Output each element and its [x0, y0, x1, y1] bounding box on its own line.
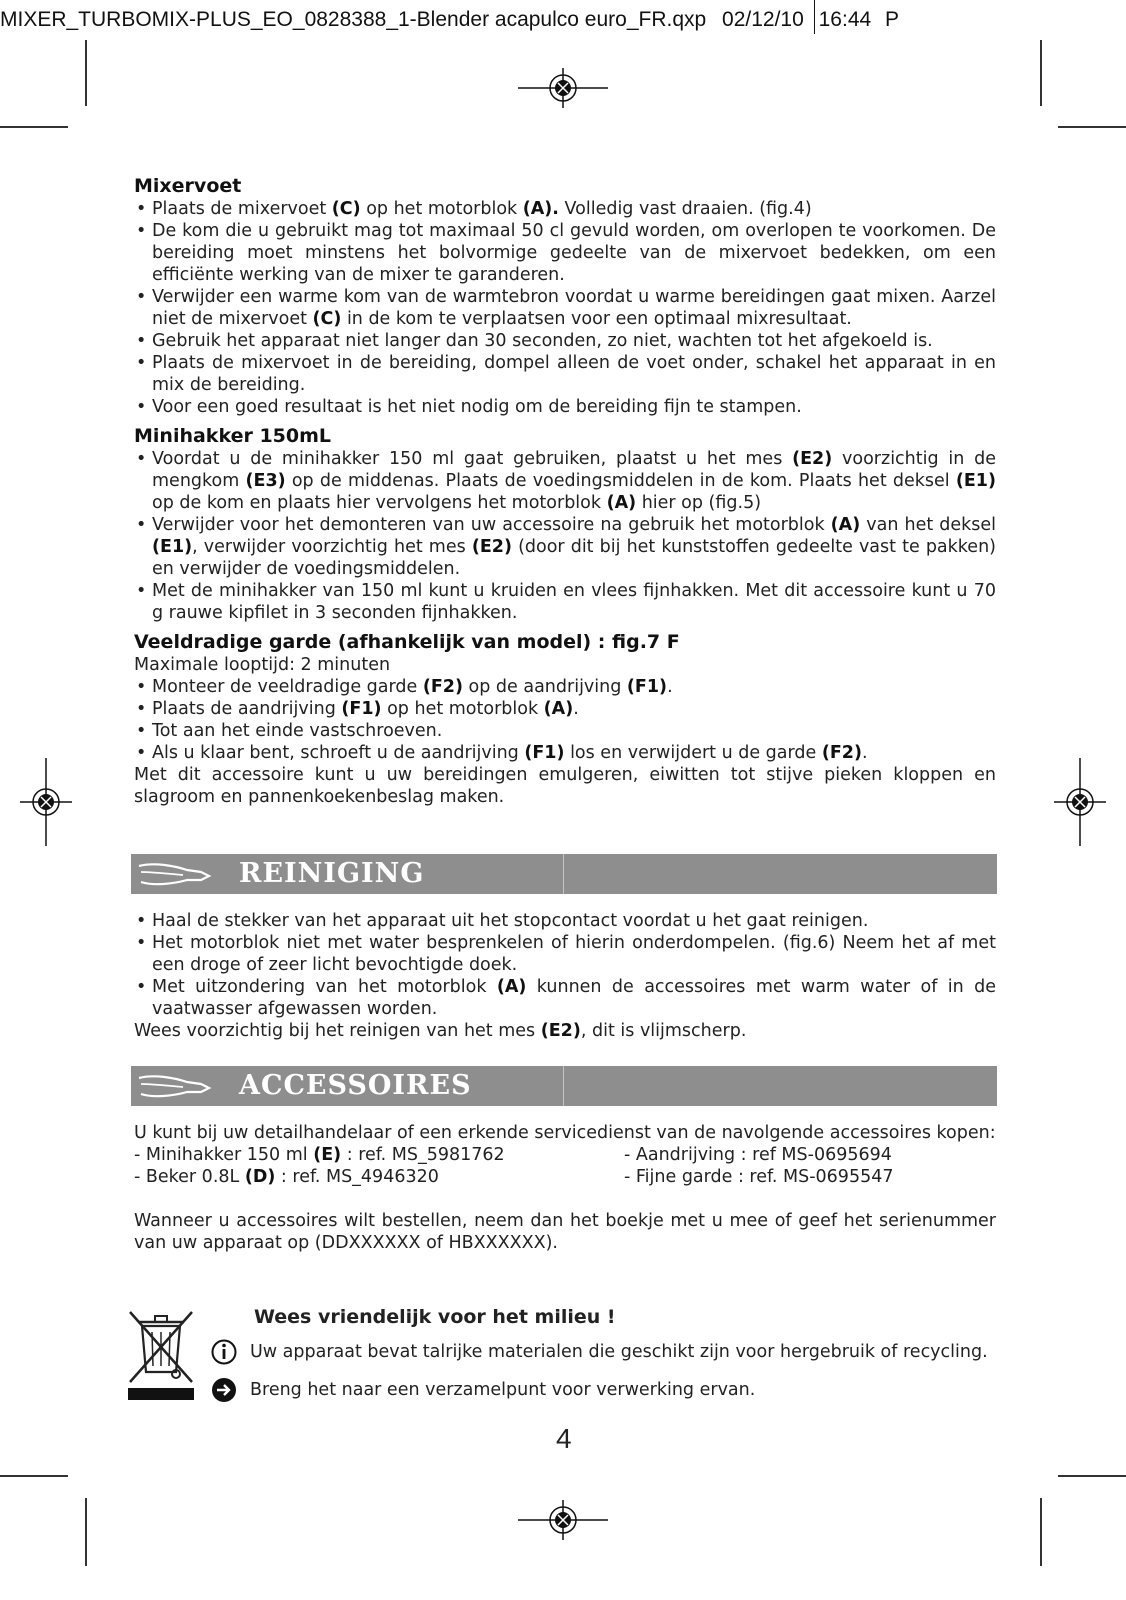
- info-icon: [210, 1338, 238, 1366]
- minihakker-list: [134, 448, 996, 624]
- section-title-reiniging: REINIGING: [239, 858, 425, 889]
- list-item: • Voor een goed resultaat is het niet nodig om de bereiding fijn te stampen.: [134, 396, 996, 418]
- garde-list: [134, 676, 996, 764]
- slug-date: 02/12/10: [722, 8, 804, 31]
- page-number: 4: [556, 1423, 572, 1454]
- accessoires-content: [134, 1122, 996, 1254]
- crop-mark-top-right-v: [1040, 40, 1042, 106]
- registration-mark-top-icon: [518, 66, 608, 110]
- milieu-block: [210, 1306, 1000, 1404]
- milieu-line-1: Uw apparaat bevat talrijke materialen die geschikt zijn voor hergebruik of recycling.: [250, 1342, 988, 1362]
- accessoires-column-left: [134, 1144, 624, 1188]
- list-item: • Monteer de veeldradige garde (F2) op de aandrijving (F1).: [134, 676, 996, 698]
- band-divider: [563, 1066, 564, 1106]
- slug-time: 16:44: [818, 8, 872, 31]
- crop-mark-bottom-right-h: [1058, 1475, 1126, 1477]
- mixervoet-list: [134, 198, 996, 418]
- list-item: • Tot aan het einde vastschroeven.: [134, 720, 996, 742]
- list-item: • Als u klaar bent, schroeft u de aandrijving (F1) los en verwijdert u de garde (F2).: [134, 742, 996, 764]
- garde-looptijd: Maximale looptijd: 2 minuten: [134, 655, 391, 675]
- crop-mark-top-left-h: [0, 126, 68, 128]
- slug-page-marker: P: [885, 8, 900, 31]
- band-divider: [563, 854, 564, 894]
- reiniging-list: [134, 910, 996, 1020]
- reiniging-warning: Wees voorzichtig bij het reinigen van het mes (E2), dit is vlijmscherp.: [134, 1021, 747, 1041]
- accessory-item: - Minihakker 150 ml (E) : ref. MS_5981762: [134, 1145, 505, 1165]
- list-item: • Voordat u de minihakker 150 ml gaat gebruiken, plaatst u het mes (E2) voorzichtig in de mengkom (E3) op de middenas. Plaats de voedingsmiddelen in de kom. Plaats het deksel (E1) op de kom en plaats hier vervolgens het motorblok (A) hier op (fig.5): [134, 448, 996, 514]
- accessoires-intro: U kunt bij uw detailhandelaar of een erkende servicedienst van de navolgende accessoires kopen:: [134, 1123, 996, 1143]
- milieu-line-2: Breng het naar een verzamelpunt voor verwerking ervan.: [250, 1380, 756, 1400]
- garde-heading: Veeldradige garde (afhankelijk van model) : fig.7 F: [134, 631, 680, 653]
- reiniging-content: [134, 910, 996, 1042]
- accessory-item: - Aandrijving : ref MS-0695694: [624, 1145, 892, 1165]
- accessoires-grid: [134, 1144, 996, 1188]
- list-item: • Verwijder voor het demonteren van uw accessoire na gebruik het motorblok (A) van het deksel (E1), verwijder voorzichtig het mes (E2) (door dit bij het kunststoffen gedeelte vast te pakken) en verwijder de voedingsmiddelen.: [134, 514, 996, 580]
- weee-crossed-bin-icon: [128, 1308, 194, 1400]
- arrow-circle-icon: [210, 1376, 238, 1404]
- list-item: • Verwijder een warme kom van de warmtebron voordat u warme bereidingen gaat mixen. Aarzel niet de mixervoet (C) in de kom te verplaatsen voor een optimaal mixresultaat.: [134, 286, 996, 330]
- list-item: • Gebruik het apparaat niet langer dan 30 seconden, zo niet, wachten tot het afgekoeld is.: [134, 330, 996, 352]
- crop-mark-bottom-right-v: [1040, 1498, 1042, 1566]
- section-title-accessoires: ACCESSOIRES: [239, 1070, 472, 1101]
- accessoires-order-info: Wanneer u accessoires wilt bestellen, neem dan het boekje met u mee of geef het serienummer van uw apparaat op (DDXXXXXX of HBXXXXXX).: [134, 1211, 996, 1253]
- slug-filename: MIXER_TURBOMIX-PLUS_EO_0828388_1-Blender acapulco euro_FR.qxp: [0, 8, 707, 31]
- milieu-line-info: [210, 1338, 1000, 1366]
- garde-paragraph: Met dit accessoire kunt u uw bereidingen emulgeren, eiwitten tot stijve pieken kloppen en slagroom en pannenkoekenbeslag maken.: [134, 765, 996, 807]
- print-slug: [0, 0, 1126, 34]
- crop-mark-top-left-v: [85, 40, 87, 106]
- crop-mark-bottom-left-v: [85, 1498, 87, 1566]
- list-item: • Plaats de mixervoet (C) op het motorblok (A). Volledig vast draaien. (fig.4): [134, 198, 996, 220]
- list-item: • Plaats de mixervoet in de bereiding, dompel alleen de voet onder, schakel het apparaat in en mix de bereiding.: [134, 352, 996, 396]
- list-item: • Met uitzondering van het motorblok (A) kunnen de accessoires met warm water of in de vaatwasser afgewassen worden.: [134, 976, 996, 1020]
- slug-separator: [814, 0, 815, 34]
- list-item: • Haal de stekker van het apparaat uit het stopcontact voordat u het gaat reinigen.: [134, 910, 996, 932]
- accessory-item: - Fijne garde : ref. MS-0695547: [624, 1167, 894, 1187]
- section-banner-reiniging: [131, 854, 997, 894]
- main-content: [134, 174, 996, 808]
- section-banner-accessoires: [131, 1066, 997, 1106]
- hand-arrow-icon: [135, 1070, 215, 1102]
- list-item: • Het motorblok niet met water besprenkelen of hierin onderdompelen. (fig.6) Neem het af met een droge of zeer licht bevochtigde doek.: [134, 932, 996, 976]
- hand-arrow-icon: [135, 858, 215, 890]
- milieu-line-arrow: [210, 1376, 1000, 1404]
- list-item: • Plaats de aandrijving (F1) op het motorblok (A).: [134, 698, 996, 720]
- registration-mark-left-icon: [20, 758, 72, 846]
- accessoires-column-right: [624, 1144, 893, 1188]
- registration-mark-right-icon: [1054, 758, 1106, 846]
- list-item: • Met de minihakker van 150 ml kunt u kruiden en vlees fijnhakken. Met dit accessoire kunt u 70 g rauwe kipfilet in 3 seconden fijnhakken.: [134, 580, 996, 624]
- milieu-title: Wees vriendelijk voor het milieu !: [254, 1306, 616, 1328]
- mixervoet-heading: Mixervoet: [134, 175, 242, 197]
- crop-mark-bottom-left-h: [0, 1475, 68, 1477]
- minihakker-heading: Minihakker 150mL: [134, 425, 332, 447]
- accessory-item: - Beker 0.8L (D) : ref. MS_4946320: [134, 1167, 439, 1187]
- list-item: • De kom die u gebruikt mag tot maximaal 50 cl gevuld worden, om overlopen te voorkomen. De bereiding moet minstens het bolvormige gedeelte van de mixervoet bedekken, om een efficiënte werking van de mixer te garanderen.: [134, 220, 996, 286]
- crop-mark-top-right-h: [1058, 126, 1126, 128]
- registration-mark-bottom-icon: [518, 1498, 608, 1542]
